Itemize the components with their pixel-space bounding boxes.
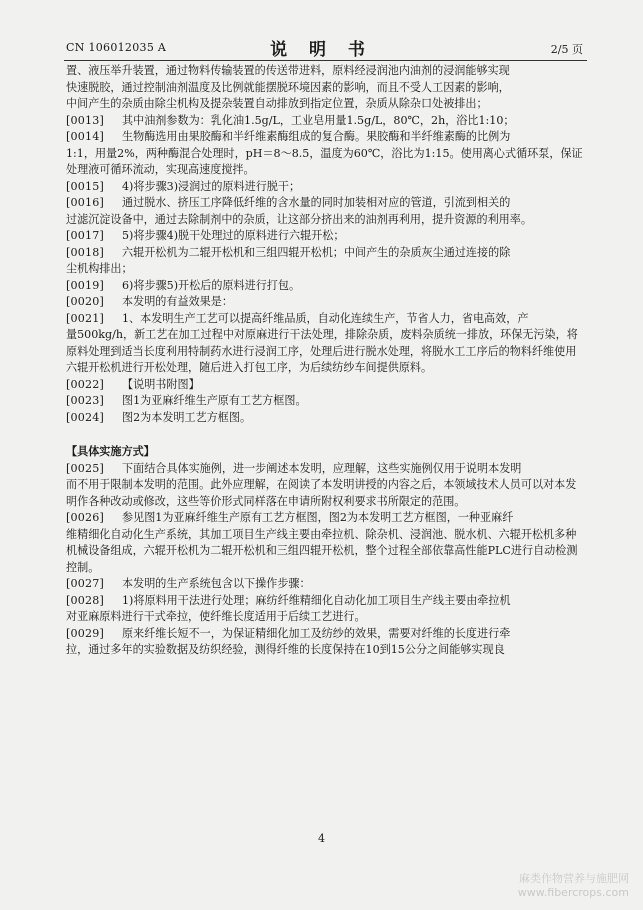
paragraph-text: 参见图1为亚麻纤维生产原有工艺方框图，图2为本发明工艺方框图，一种亚麻纤 [122, 511, 514, 524]
watermark-name: 麻类作物营养与施肥网 [519, 872, 629, 885]
paragraph-number: [0018] [66, 245, 105, 259]
page-number: 4 [318, 832, 325, 845]
paragraph-continuation: 尘机构排出； [66, 262, 133, 275]
paragraph-number: [0016] [66, 196, 105, 209]
paragraph-number: [0029] [66, 626, 105, 640]
paragraph-0028 [66, 593, 586, 626]
paragraph-number: [0019] [66, 278, 105, 292]
paragraph-number: [0022] [66, 377, 105, 391]
paragraph-0019 [66, 278, 586, 295]
paragraph-0027 [66, 576, 586, 593]
watermark [518, 872, 629, 900]
paragraph-number: [0014] [66, 130, 105, 143]
paragraph-text: 图1为亚麻纤维生产原有工艺方框图。 [122, 394, 307, 407]
paragraph-text: 下面结合具体实施例，进一步阐述本发明，应理解，这些实施例仅用于说明本发明 [122, 461, 522, 475]
paragraph-number: [0028] [66, 593, 105, 607]
paragraph-continuation: 而不用于限制本发明的范围。此外应理解，在阅读了本发明讲授的内容之后，本领域技术人员可以对本发明作各种改动或修改，这些等价形式同样落在申请所附权利要求书所限定的范围。 [66, 478, 577, 508]
paragraph-text: 本发明的生产系统包含以下操作步骤： [122, 577, 311, 590]
paragraph-number: [0025] [66, 461, 105, 475]
paragraph-0020 [66, 294, 586, 311]
paragraph-continuation: 维精细化自动化生产系统，其加工项目生产线主要由牵拉机、除杂机、浸润池、脱水机、六辊开松机多种机械设备组成，六辊开松机为二辊开松机和三组四辊开松机，整个过程全部依靠高性能PLC进行自动检测控制。 [66, 527, 578, 574]
paragraph-text: 图2为本发明工艺方框图。 [122, 410, 252, 424]
paragraph-continuation: 对亚麻原料进行干式牵拉，使纤维长度适用于后续工艺进行。 [66, 610, 366, 623]
paragraph-0025 [66, 461, 586, 511]
document-body [66, 63, 586, 659]
paragraph-text: 1)将原料用干法进行处理；麻纺纤维精细化自动化加工项目生产线主要由牵拉机 [122, 593, 511, 607]
paragraph-0015 [66, 179, 586, 196]
paragraph-number: [0026] [66, 511, 105, 524]
section-heading: 【具体实施方式】 [66, 445, 155, 458]
watermark-url: www.fibercrops.com [517, 886, 629, 899]
document-title: 说 明 书 [270, 40, 373, 60]
paragraph-text: 本发明的有益效果是： [122, 295, 233, 308]
paragraph-number: [0023] [66, 394, 105, 407]
paragraph-text: 原来纤维长短不一，为保证精细化加工及纺纱的效果，需要对纤维的长度进行牵 [122, 626, 511, 640]
paragraph-0026 [66, 510, 586, 576]
paragraph-text: 4)将步骤3)浸润过的原料进行脱干； [122, 179, 301, 193]
intro-line: 快速脱胶，通过控制油剂温度及比例就能摆脱环境因素的影响，而且不受人工因素的影响， [66, 80, 510, 94]
paragraph-number: [0017] [66, 229, 105, 242]
paragraph-0017 [66, 228, 586, 245]
paragraph-0018 [66, 245, 586, 278]
page-counter: 2/5 页 [550, 43, 583, 56]
paragraph-0013 [66, 113, 586, 130]
paragraph-text: 1、本发明生产工艺可以提高纤维品质，自动化连续生产，节省人力，省电高效，产 [122, 311, 529, 325]
paragraph-text: 其中油剂参数为：乳化油1.5g/L，工业皂用量1.5g/L，80℃，2h，浴比1:10； [122, 113, 515, 127]
section-gap [66, 426, 586, 444]
paragraph-text: 通过脱水、挤压工序降低纤维的含水量的同时加装相对应的管道，引流到相关的 [122, 196, 511, 209]
paragraph-number: [0024] [66, 410, 105, 424]
paragraph-0022 [66, 377, 586, 394]
header-divider [64, 60, 587, 61]
patent-number: CN 106012035 A [66, 41, 167, 54]
paragraph-text: 生物酶选用由果胶酶和半纤维素酶组成的复合酶。果胶酶和半纤维素酶的比例为 [122, 130, 511, 143]
paragraph-number: [0021] [66, 311, 105, 325]
paragraph-number: [0027] [66, 577, 105, 590]
paragraph-text: 【说明书附图】 [122, 377, 200, 391]
paragraph-0016 [66, 195, 586, 228]
intro-line: 置、液压举升装置，通过物料传输装置的传送带进料，原料经浸润池内油剂的浸润能够实现 [66, 64, 510, 77]
paragraph-text: 六辊开松机为二辊开松机和三组四辊开松机；中间产生的杂质灰尘通过连接的除 [122, 245, 511, 259]
paragraph-0014 [66, 129, 586, 179]
paragraph-0024 [66, 410, 586, 427]
paragraph-0023 [66, 393, 586, 410]
paragraph-continuation: 1:1，用量2%，两种酶混合处理时，pH＝8～8.5，温度为60℃，浴比为1:15。使用离心式循环泵，保证处理液可循环流动，实现高速度搅拌。 [66, 146, 583, 176]
paragraph-number: [0015] [66, 179, 105, 193]
paragraph-text: 6)将步骤5)开松后的原料进行打包。 [122, 278, 301, 292]
paragraph-0021 [66, 311, 586, 377]
paragraph-text: 5)将步骤4)脱干处理过的原料进行六辊开松； [122, 229, 345, 242]
paragraph-number: [0013] [66, 113, 105, 127]
paragraph-continuation: 过滤沉淀设备中，通过去除制剂中的杂质，让这部分挤出来的油剂再利用，提升资源的利用率。 [66, 212, 532, 226]
paragraph-0029 [66, 626, 586, 659]
paragraph-continuation: 拉，通过多年的实验数据及纺织经验，测得纤维的长度保持在10到15公分之间能够实现良 [66, 643, 505, 656]
paragraph-number: [0020] [66, 295, 105, 308]
intro-line: 中间产生的杂质由除尘机构及提杂装置自动排放到指定位置，杂质从除杂口处被排出； [66, 97, 488, 110]
paragraph-continuation: 量500kg/h，新工艺在加工过程中对原麻进行干法处理，排除杂质，废料杂质统一排放，环保无污染，将原料处理到适当长度利用特制药水进行浸润工序，处理后进行脱水处理，将脱水工工序后的物料纤维使用六辊开松机进行开松处理，随后进入打包工序，为后续纺纱车间提供原料。 [66, 328, 578, 374]
